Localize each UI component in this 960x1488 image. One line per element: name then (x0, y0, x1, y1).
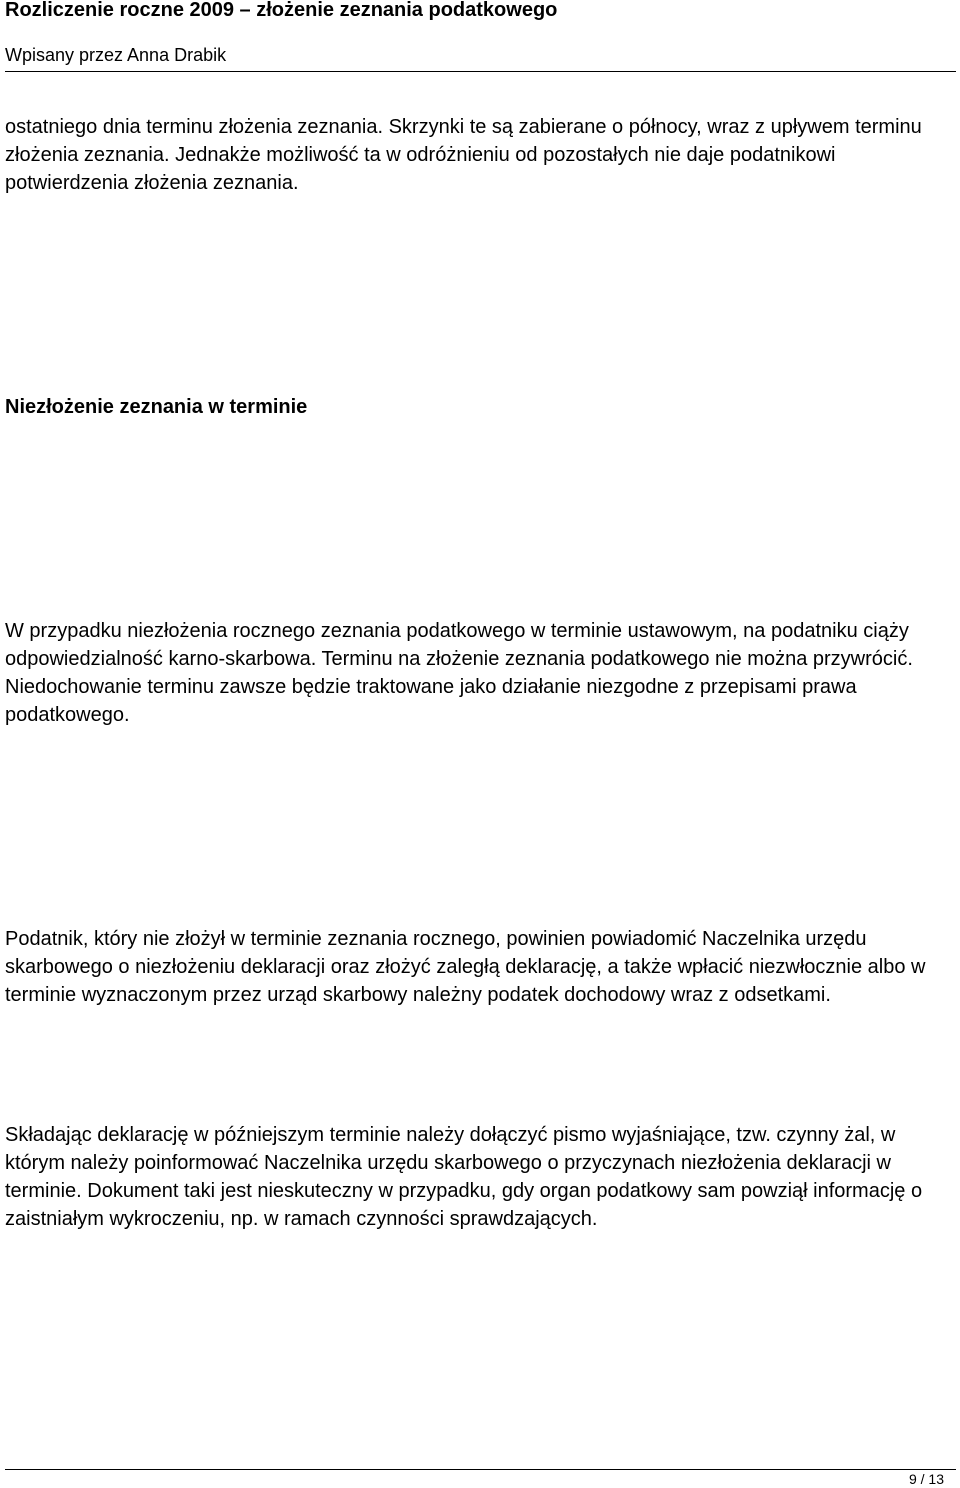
paragraph-liability: W przypadku niezłożenia rocznego zeznania podatkowego w terminie ustawowym, na podatniku ciąży odpowiedzialność karno-skarbowa. Terminu na złożenie zeznania podatkowego nie można przywrócić. Niedochowanie terminu zawsze będzie traktowane jako działanie niezgodne z przepisami prawa podatkowego. (5, 620, 913, 726)
header-divider (5, 71, 956, 72)
document-author: Wpisany przez Anna Drabik (5, 45, 227, 65)
section-heading: Niezłożenie zeznania w terminie (5, 396, 308, 418)
paragraph-filing-boxes: ostatniego dnia terminu złożenia zeznania. Skrzynki te są zabierane o północy, wraz z upływem terminu złożenia zeznania. Jednakże możliwość ta w odróżnieniu od pozostałych nie daje podatnikowi potwierdzenia złożenia zeznania. (5, 116, 922, 194)
paragraph-late-filing: Podatnik, który nie złożył w terminie zeznania rocznego, powinien powiadomić Naczelnika urzędu skarbowego o niezłożeniu deklaracji oraz złożyć zaległą deklarację, a także wpłacić niezwłocznie albo w terminie wyznaczonym przez urząd skarbowy należny podatek dochodowy wraz z odsetkami. (5, 928, 926, 1006)
paragraph-active-repentance: Składając deklarację w późniejszym terminie należy dołączyć pismo wyjaśniające, tzw. czynny żal, w którym należy poinformować Naczelnika urzędu skarbowego o przyczynach niezłożenia deklaracji w terminie. Dokument taki jest nieskuteczny w przypadku, gdy organ podatkowy sam powziął informację o zaistniałym wykroczeniu, np. w ramach czynności sprawdzających. (5, 1124, 923, 1230)
document-title: Rozliczenie roczne 2009 – złożenie zeznania podatkowego (5, 0, 558, 21)
page-number: 9 / 13 (908, 1471, 944, 1487)
footer-divider (5, 1469, 956, 1470)
